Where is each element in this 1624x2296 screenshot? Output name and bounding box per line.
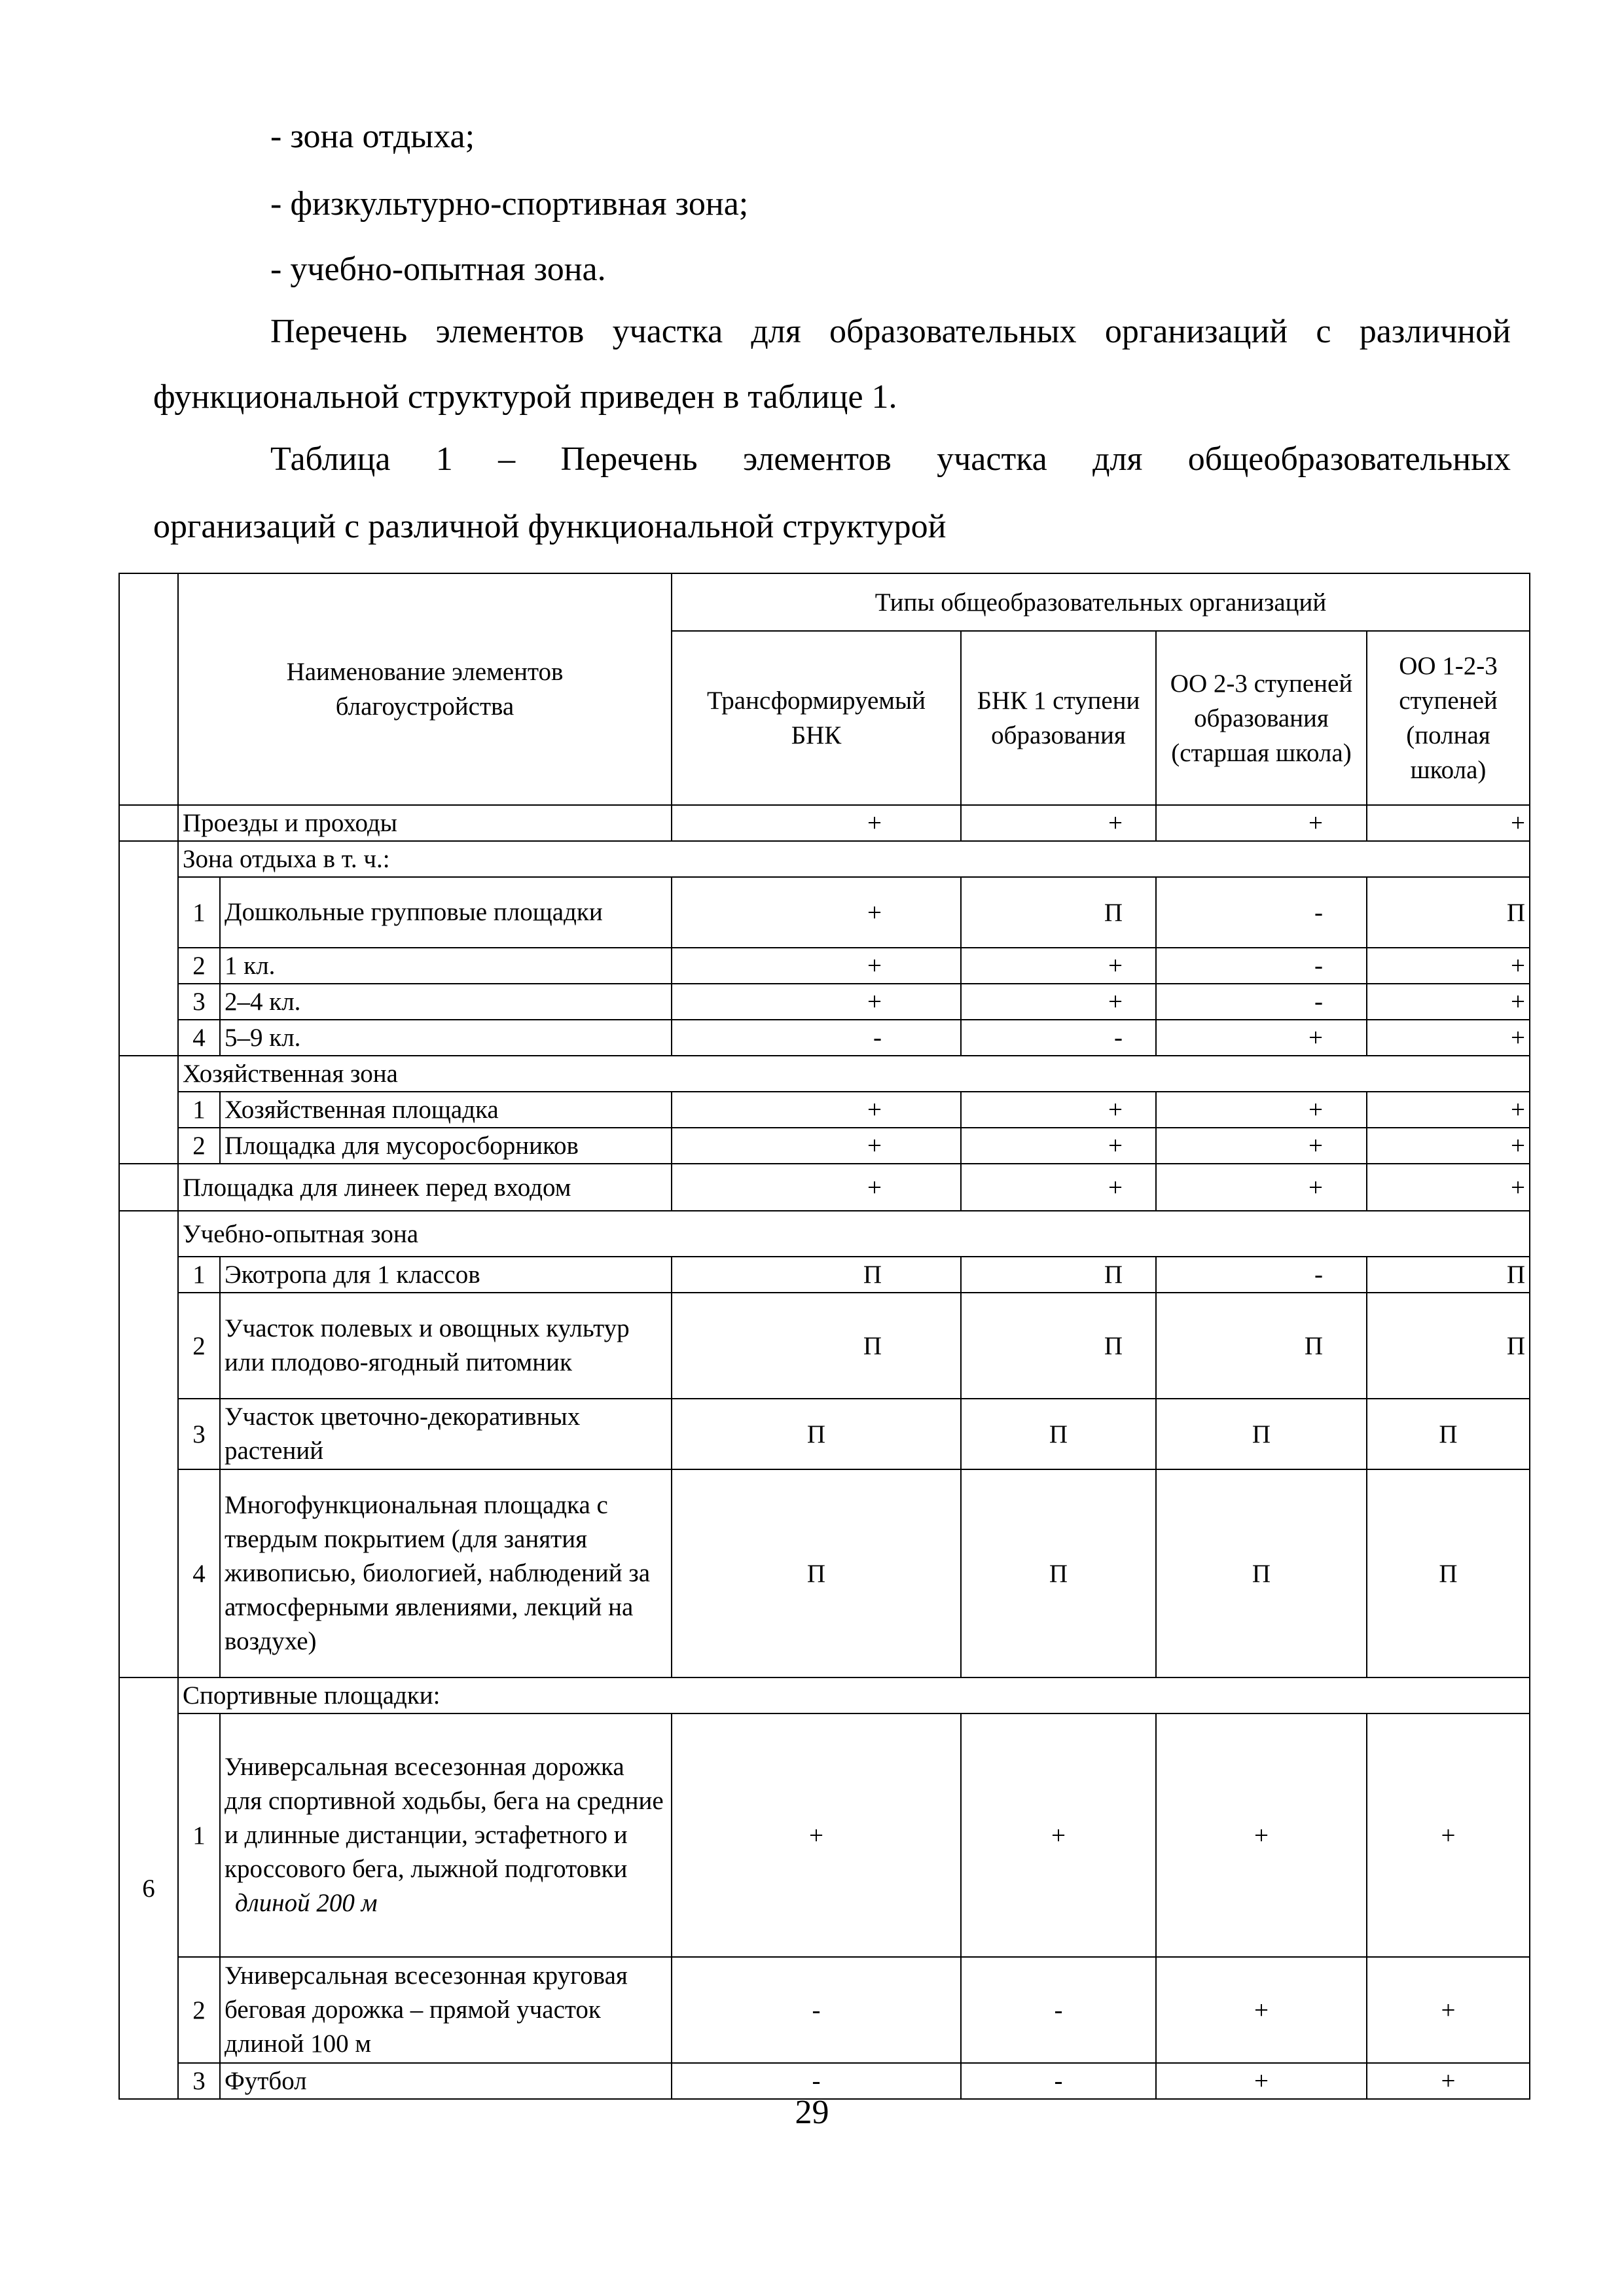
- row-name-note: длиной 200 м: [235, 1889, 378, 1917]
- row-sub: 1: [178, 1092, 220, 1128]
- cell-value: +: [1156, 1713, 1367, 1957]
- cell-value: +: [672, 1092, 961, 1128]
- row-sub: 2: [178, 948, 220, 984]
- cell-value: +: [961, 805, 1156, 841]
- row-name: 2–4 кл.: [220, 984, 672, 1020]
- cell-value: +: [1367, 1092, 1530, 1128]
- row-name: [220, 1713, 672, 1957]
- row-sub: 1: [178, 877, 220, 948]
- section-title: Хозяйственная зона: [178, 1056, 1530, 1092]
- cell-value: П: [1367, 877, 1530, 948]
- word: участка: [612, 313, 723, 350]
- row-sub: 3: [178, 1399, 220, 1469]
- elements-table: [118, 573, 1530, 2100]
- cell-value: -: [672, 1957, 961, 2063]
- cell-value: +: [1156, 805, 1367, 841]
- row-sub: 2: [178, 1293, 220, 1399]
- row-sub: 2: [178, 1957, 220, 2063]
- cell-value: +: [1156, 1092, 1367, 1128]
- table-caption-line-2: организаций с различной функциональной структурой: [153, 508, 947, 545]
- cell-value: П: [961, 877, 1156, 948]
- word: Таблица: [270, 440, 391, 478]
- cell-value: -: [1156, 948, 1367, 984]
- cell-value: -: [961, 2063, 1156, 2099]
- table-header-col4: ОО 1-2-3 ступеней (полная школа): [1367, 631, 1530, 805]
- word: –: [498, 440, 516, 478]
- cell-value: П: [961, 1257, 1156, 1293]
- cell-value: П: [672, 1399, 961, 1469]
- page-number: 29: [795, 2094, 829, 2131]
- row-no: [119, 841, 178, 1056]
- word: с: [1316, 313, 1331, 350]
- table-header-col1: Трансформируемый БНК: [672, 631, 961, 805]
- paragraph-line-2: функциональной структурой приведен в таблице 1.: [153, 378, 897, 416]
- row-name: 5–9 кл.: [220, 1020, 672, 1056]
- section-title: Спортивные площадки:: [178, 1677, 1530, 1713]
- cell-value: П: [672, 1293, 961, 1399]
- row-sub: 3: [178, 2063, 220, 2099]
- cell-value: +: [1156, 2063, 1367, 2099]
- cell-value: П: [1367, 1399, 1530, 1469]
- cell-value: +: [672, 1713, 961, 1957]
- bullet-1: - зона отдыха;: [270, 118, 475, 155]
- cell-value: +: [1156, 1128, 1367, 1164]
- row-name: Экотропа для 1 классов: [220, 1257, 672, 1293]
- word: Перечень: [560, 440, 698, 478]
- row-name: Многофункциональная площадка с твердым покрытием (для занятия живописью, биологией, наблюдений за атмосферными явлениями, лекций на воздухе): [220, 1469, 672, 1677]
- row-name: Площадка для мусоросборников: [220, 1128, 672, 1164]
- cell-value: +: [1367, 984, 1530, 1020]
- row-name: Площадка для линеек перед входом: [178, 1164, 672, 1211]
- word: различной: [1359, 313, 1511, 350]
- cell-value: -: [672, 2063, 961, 2099]
- row-no: [119, 1211, 178, 1677]
- word: Перечень: [270, 313, 408, 350]
- word: 1: [435, 440, 453, 478]
- row-sub: 4: [178, 1469, 220, 1677]
- cell-value: +: [1367, 948, 1530, 984]
- cell-value: +: [1367, 1128, 1530, 1164]
- word: организаций: [1104, 313, 1288, 350]
- cell-value: П: [961, 1469, 1156, 1677]
- cell-value: +: [961, 1713, 1156, 1957]
- cell-value: +: [1367, 805, 1530, 841]
- word: для: [1092, 440, 1143, 478]
- row-name: Проезды и проходы: [178, 805, 672, 841]
- cell-value: +: [1367, 1020, 1530, 1056]
- table-header-col3: ОО 2-3 ступеней образования (старшая школа): [1156, 631, 1367, 805]
- bullet-3: - учебно-опытная зона.: [270, 251, 606, 288]
- cell-value: +: [1367, 2063, 1530, 2099]
- table-caption-line-1: [270, 440, 1511, 479]
- section-title: Учебно-опытная зона: [178, 1211, 1530, 1257]
- row-sub: 3: [178, 984, 220, 1020]
- cell-value: +: [961, 948, 1156, 984]
- row-name: Универсальная всесезонная круговая беговая дорожка – прямой участок длиной 100 м: [220, 1957, 672, 2063]
- cell-value: П: [1367, 1469, 1530, 1677]
- cell-value: +: [672, 984, 961, 1020]
- row-sub: 4: [178, 1020, 220, 1056]
- row-no: [119, 1164, 178, 1211]
- row-no: 6: [119, 1677, 178, 2099]
- cell-value: -: [1156, 877, 1367, 948]
- bullet-2: - физкультурно-спортивная зона;: [270, 185, 749, 223]
- cell-value: П: [1367, 1257, 1530, 1293]
- cell-value: П: [961, 1293, 1156, 1399]
- word: элементов: [742, 440, 892, 478]
- table-header-no: [119, 573, 178, 805]
- table-header-name: Наименование элементов благоустройства: [178, 573, 672, 805]
- cell-value: +: [1156, 1020, 1367, 1056]
- paragraph-line-1: [270, 312, 1511, 351]
- row-name: Участок полевых и овощных культур или плодово-ягодный питомник: [220, 1293, 672, 1399]
- word: образовательных: [829, 313, 1077, 350]
- row-sub: 1: [178, 1257, 220, 1293]
- cell-value: +: [961, 1164, 1156, 1211]
- cell-value: П: [1156, 1469, 1367, 1677]
- cell-value: +: [1367, 1164, 1530, 1211]
- row-name-text: Универсальная всесезонная дорожка для спортивной ходьбы, бега на средние и длинные дистанции, эстафетного и кроссового бега, лыжной подготовки: [225, 1753, 664, 1883]
- row-no: [119, 1056, 178, 1164]
- cell-value: П: [1367, 1293, 1530, 1399]
- cell-value: П: [1156, 1399, 1367, 1469]
- cell-value: +: [1367, 1713, 1530, 1957]
- cell-value: +: [672, 805, 961, 841]
- word: для: [751, 313, 801, 350]
- cell-value: +: [961, 1092, 1156, 1128]
- cell-value: +: [961, 1128, 1156, 1164]
- word: общеобразовательных: [1187, 440, 1511, 478]
- cell-value: +: [961, 984, 1156, 1020]
- cell-value: П: [961, 1399, 1156, 1469]
- table-header-types: Типы общеобразовательных организаций: [672, 573, 1530, 631]
- word: участка: [937, 440, 1047, 478]
- row-sub: 2: [178, 1128, 220, 1164]
- row-name: Футбол: [220, 2063, 672, 2099]
- row-name: Участок цветочно-декоративных растений: [220, 1399, 672, 1469]
- cell-value: +: [672, 1164, 961, 1211]
- row-name: Дошкольные групповые площадки: [220, 877, 672, 948]
- cell-value: +: [1156, 1164, 1367, 1211]
- cell-value: П: [672, 1257, 961, 1293]
- cell-value: +: [672, 877, 961, 948]
- cell-value: +: [672, 948, 961, 984]
- cell-value: -: [1156, 984, 1367, 1020]
- cell-value: +: [1367, 1957, 1530, 2063]
- row-name: Хозяйственная площадка: [220, 1092, 672, 1128]
- cell-value: -: [1156, 1257, 1367, 1293]
- cell-value: +: [672, 1128, 961, 1164]
- row-sub: 1: [178, 1713, 220, 1957]
- row-name: 1 кл.: [220, 948, 672, 984]
- cell-value: -: [961, 1020, 1156, 1056]
- cell-value: П: [1156, 1293, 1367, 1399]
- word: элементов: [435, 313, 585, 350]
- cell-value: +: [1156, 1957, 1367, 2063]
- section-title: Зона отдыха в т. ч.:: [178, 841, 1530, 877]
- cell-value: -: [672, 1020, 961, 1056]
- cell-value: -: [961, 1957, 1156, 2063]
- cell-value: П: [672, 1469, 961, 1677]
- table-header-col2: БНК 1 ступени образования: [961, 631, 1156, 805]
- row-no: [119, 805, 178, 841]
